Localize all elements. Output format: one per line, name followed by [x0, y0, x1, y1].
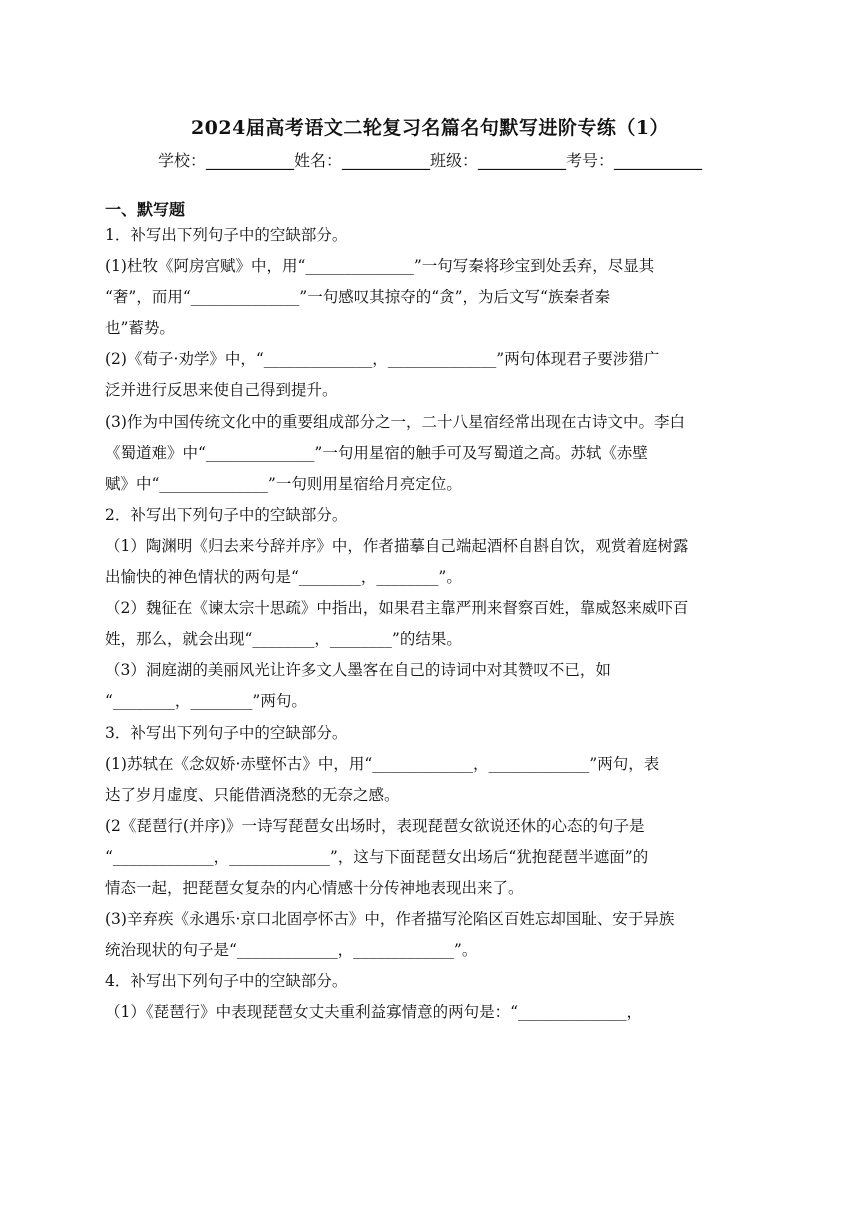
text-line: 出愉快的神色情状的两句是“________，________”。 — [105, 568, 462, 587]
text-line: （1）《琵琶行》中表现琵琶女丈夫重利益寡情意的两句是：“______________， — [105, 1003, 643, 1022]
text-line: 1．补写出下列句子中的空缺部分。 — [105, 226, 348, 244]
text-line: (1)苏轼在《念奴娇·赤壁怀古》中，用“_____________，_____________”两句，表 — [105, 754, 660, 773]
text-line: 4．补写出下列句子中的空缺部分。 — [105, 972, 348, 991]
text-line: (2《琵琶行(并序)》一诗写琵琶女出场时，表现琵琶女欲说还休的心态的句子是 — [105, 816, 645, 835]
text-line: 赋》中“______________”一句则用星宿给月亮定位。 — [105, 474, 462, 493]
text-line: “________，________”两句。 — [105, 692, 307, 711]
text-line: (3)辛弃疾《永遇乐·京口北固亭怀古》中，作者描写沦陷区百姓忘却国耻、安于异族 — [105, 910, 675, 929]
text-line: 也”蓄势。 — [105, 319, 175, 338]
text-line: 达了岁月虚度、只能借酒浇愁的无奈之感。 — [105, 785, 400, 804]
section-heading: 一、默写题 — [105, 200, 186, 219]
text-line: (3)作为中国传统文化中的重要组成部分之一，二十八星宿经常出现在古诗文中。李白 — [105, 412, 685, 431]
text-line: (2)《荀子·劝学》中，“______________，______________”两句体现君子要涉猎广 — [105, 350, 660, 369]
text-line: 统治现状的句子是“_____________，_____________”。 — [105, 941, 478, 960]
question-body — [105, 220, 757, 1028]
document-title: 2024届高考语文二轮复习名篇名句默写进阶专练（1） — [190, 117, 670, 139]
text-line: 《蜀道难》中“______________”一句用星宿的触手可及写蜀道之高。苏轼《赤壁 — [105, 443, 648, 462]
student-info-line: 学校：___________姓名：___________班级：___________考号：___________ — [157, 151, 702, 170]
text-line: （3）洞庭湖的美丽风光让许多文人墨客在自己的诗词中对其赞叹不已，如 — [105, 661, 611, 680]
text-line: 2．补写出下列句子中的空缺部分。 — [105, 505, 348, 524]
text-line: 情态一起，把琵琶女复杂的内心情感十分传神地表现出来了。 — [105, 878, 524, 897]
text-line: 泛并进行反思来使自己得到提升。 — [105, 381, 338, 400]
text-line: (1)杜牧《阿房宫赋》中，用“______________”一句写秦将珍宝到处丢弃，尽显其 — [105, 257, 655, 276]
text-line: “_____________，_____________”，这与下面琵琶女出场后“犹抱琵琶半遮面”的 — [105, 847, 649, 866]
text-line: 3．补写出下列句子中的空缺部分。 — [105, 723, 348, 742]
text-line: （1）陶渊明《归去来兮辞并序》中，作者描摹自己端起酒杯自斟自饮，观赏着庭树露 — [105, 536, 689, 555]
text-line: 姓，那么，就会出现“________，________”的结果。 — [105, 630, 462, 649]
text-line: （2）魏征在《谏太宗十思疏》中指出，如果君主靠严刑来督察百姓，靠威怒来威吓百 — [105, 599, 689, 618]
text-line: “奢”，而用“______________”一句感叹其掠夺的“贪”，为后文写“族秦者秦 — [105, 288, 610, 307]
